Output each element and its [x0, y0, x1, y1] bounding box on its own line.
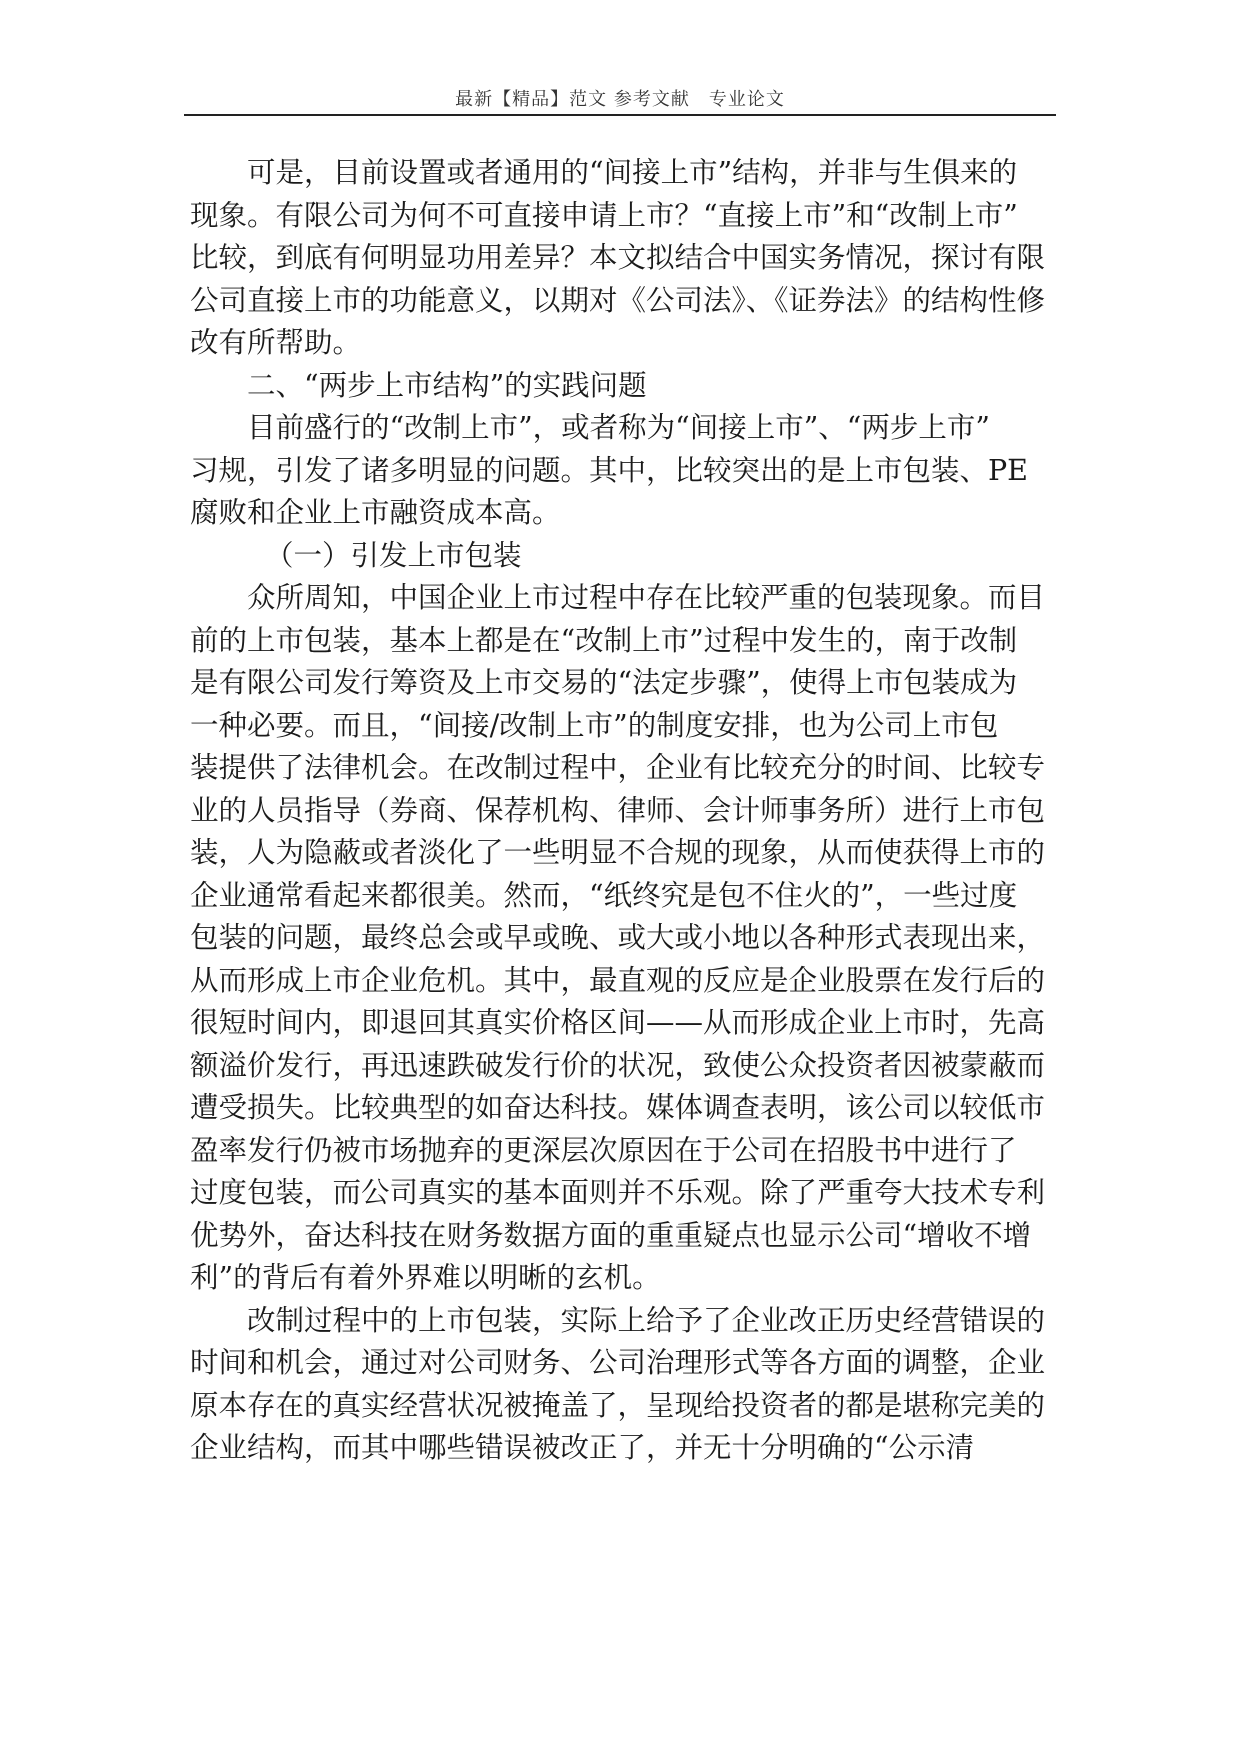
section-heading: 二、“两步上市结构”的实践问题: [247, 368, 647, 402]
paragraph-line: 腐败和企业上市融资成本高。: [190, 496, 561, 529]
page-header: 最新【精品】范文 参考文献 专业论文: [455, 89, 785, 110]
paragraph-line: 可是，目前设置或者通用的“间接上市”结构，并非与生俱来的: [247, 156, 1018, 189]
paragraph-line: 是有限公司发行筹资及上市交易的“法定步骤”，使得上市包装成为: [190, 666, 1018, 699]
paragraph-line: 改有所帮助。: [190, 326, 362, 359]
subsection-heading: （一）引发上市包装: [265, 538, 522, 572]
paragraph-line: 很短时间内，即退回其真实价格区间——从而形成企业上市时，先高: [190, 1006, 1046, 1039]
paragraph-line: 优势外，奋达科技在财务数据方面的重重疑点也显示公司“增收不增: [190, 1218, 1032, 1252]
paragraph-line: 企业通常看起来都很美。然而，“纸终究是包不住火的”，一些过度: [190, 878, 1018, 912]
paragraph-line: 前的上市包装，基本上都是在“改制上市”过程中发生的，南于改制: [190, 623, 1018, 657]
paragraph-line: 业的人员指导（券商、保荐机构、律师、会计师事务所）进行上市包: [190, 793, 1046, 827]
paragraph-line: 一种必要。而且，“间接/改制上市”的制度安排，也为公司上市包: [190, 708, 999, 742]
paragraph-line: 从而形成上市企业危机。其中，最直观的反应是企业股票在发行后的: [190, 963, 1046, 997]
document-body: [190, 152, 1070, 1470]
paragraph-line: 企业结构，而其中哪些错误被改正了，并无十分明确的“公示清: [190, 1431, 975, 1464]
paragraph-line: 额溢价发行，再迅速跌破发行价的状况，致使公众投资者因被蒙蔽而: [190, 1048, 1046, 1082]
paragraph-line: 现象。有限公司为何不可直接申请上市？“直接上市”和“改制上市”: [190, 198, 1018, 232]
paragraph-line: 习规，引发了诸多明显的问题。其中，比较突出的是上市包装、PE: [190, 453, 1028, 487]
paragraph-line: 时间和机会，通过对公司财务、公司治理形式等各方面的调整，企业: [190, 1346, 1046, 1379]
header-divider: [184, 114, 1056, 116]
paragraph-line: 遭受损失。比较典型的如奋达科技。媒体调查表明，该公司以较低市: [190, 1091, 1046, 1124]
paragraph-line: 过度包装，而公司真实的基本面则并不乐观。除了严重夸大技术专利: [190, 1176, 1046, 1209]
paragraph-line: 装，人为隐蔽或者淡化了一些明显不合规的现象，从而使获得上市的: [190, 836, 1046, 869]
paragraph-line: 改制过程中的上市包装，实际上给予了企业改正历史经营错误的: [247, 1303, 1046, 1337]
paragraph-line: 目前盛行的“改制上市”，或者称为“间接上市”、“两步上市”: [247, 411, 990, 444]
paragraph-line: 众所周知，中国企业上市过程中存在比较严重的包装现象。而目: [247, 581, 1046, 614]
paragraph-line: 包装的问题，最终总会或早或晚、或大或小地以各种形式表现出来，: [190, 921, 1046, 954]
paragraph-line: 盈率发行仍被市场抛弃的更深层次原因在于公司在招股书中进行了: [190, 1133, 1017, 1167]
paragraph-line: 利”的背后有着外界难以明晰的玄机。: [190, 1261, 661, 1294]
paragraph-line: 公司直接上市的功能意义，以期对《公司法》、《证券法》的结构性修: [190, 283, 1046, 317]
paragraph-line: 装提供了法律机会。在改制过程中，企业有比较充分的时间、比较专: [190, 751, 1046, 784]
paragraph-line: 比较，到底有何明显功用差异？本文拟结合中国实务情况，探讨有限: [190, 241, 1046, 274]
paragraph-line: 原本存在的真实经营状况被掩盖了，呈现给投资者的都是堪称完美的: [190, 1388, 1046, 1422]
